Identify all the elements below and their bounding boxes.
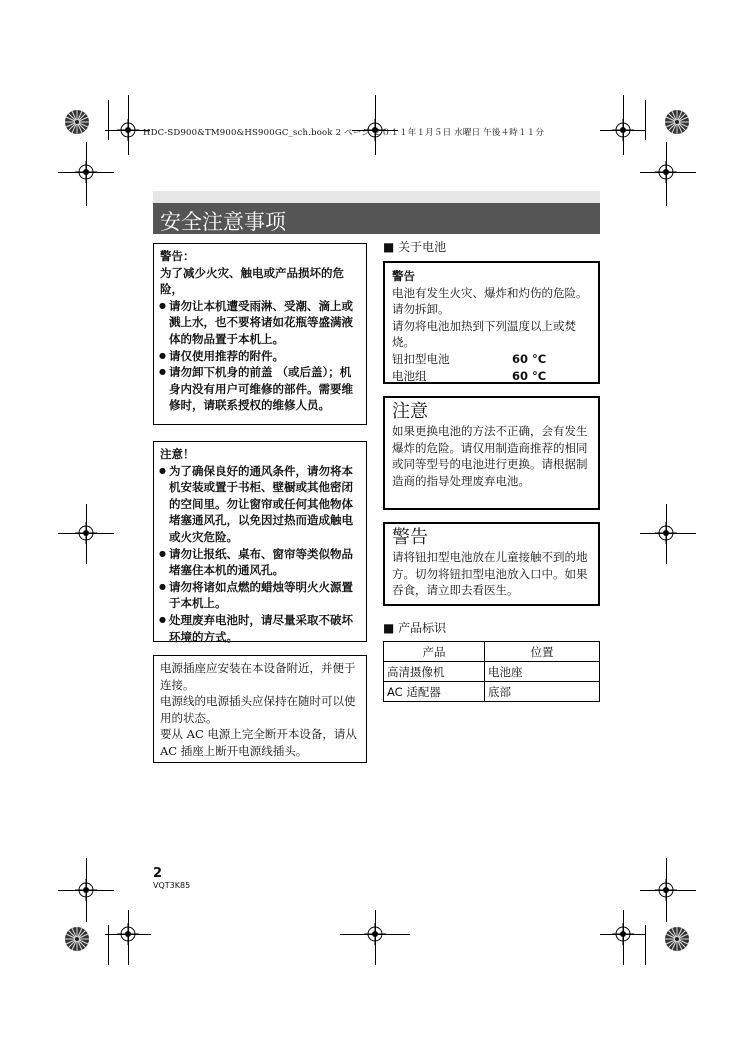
title-band (153, 203, 600, 234)
page-number: 2 (153, 866, 163, 881)
registration-mark-icon (117, 923, 139, 945)
table-cell: AC 适配器 (384, 682, 485, 702)
product-id-table (383, 641, 600, 702)
caution-box (153, 441, 367, 642)
table-row (384, 662, 600, 682)
registration-mark-icon (75, 879, 97, 901)
registration-mark-icon (364, 923, 386, 945)
temp-row (392, 351, 591, 368)
warning-item: ● 请勿卸下机身的前盖 （或后盖）；机身内没有用户可维修的部件。需要维修时，请联系授权的维修人员。 (160, 364, 360, 414)
registration-mark-icon (117, 119, 139, 141)
print-file-header: HDC-SD900&TM900&HS900GC_sch.book 2 ページ ２０１１年１月５日 水曜日 午後４時１１分 (143, 128, 545, 138)
table-cell: 电池座 (485, 662, 600, 682)
temp-label: 电池组 (392, 368, 427, 383)
color-calibration-sunburst-icon (64, 926, 90, 952)
caution-item: ● 请勿让报纸、桌布、窗帘等类似物品堵塞住本机的通风孔。 (160, 546, 360, 579)
registration-mark-icon (612, 923, 634, 945)
battery-warning-heading: 警告 (392, 269, 415, 283)
power-note: 要从 AC 电源上完全断开本设备，请从 AC 插座上断开电源线插头。 (160, 727, 357, 758)
battery-caution-box (383, 396, 600, 510)
warning-item: ● 请仅使用推荐的附件。 (160, 348, 360, 365)
document-code: VQT3K85 (153, 881, 191, 890)
battery-warning-text: 电池有发生火灾、爆炸和灼伤的危险。请勿拆卸。 (392, 285, 588, 317)
color-calibration-sunburst-icon (664, 926, 690, 952)
temp-label: 钮扣型电池 (392, 351, 450, 366)
warning-item: ● 请勿让本机遭受雨淋、受潮、滴上或溅上水，也不要将诸如花瓶等盛满液体的物品置于本机上。 (160, 298, 360, 348)
warning-heading: 警告： (160, 249, 195, 263)
temp-value: 60 °C (512, 368, 547, 383)
title-band-accent (153, 191, 600, 203)
color-calibration-sunburst-icon (64, 109, 90, 135)
temp-value: 60 °C (512, 351, 547, 366)
registration-mark-icon (655, 522, 677, 544)
table-cell: 底部 (485, 682, 600, 702)
page-title: 安全注意事项 (160, 210, 286, 234)
registration-mark-icon (75, 522, 97, 544)
registration-mark-icon (75, 161, 97, 183)
caution-item: ● 处理废弃电池时，请尽量采取不破坏环境的方式。 (160, 612, 360, 645)
table-header-row (384, 642, 600, 662)
battery-caution-heading: 注意 (392, 401, 428, 422)
power-note: 电源插座应安装在本设备附近，并便于连接。 (160, 661, 356, 692)
registration-mark-icon (612, 119, 634, 141)
battery-section-heading: ■ 关于电池 (383, 240, 447, 254)
temp-row (392, 368, 591, 385)
power-box (153, 655, 367, 763)
table-row (384, 682, 600, 702)
caution-heading: 注意！ (160, 447, 195, 461)
coin-battery-warning-heading: 警告 (392, 527, 428, 548)
warning-box (153, 243, 367, 425)
table-cell: 高清摄像机 (384, 662, 485, 682)
column-header: 位置 (485, 642, 600, 662)
battery-caution-text: 如果更换电池的方法不正确，会有发生爆炸的危险。请仅用制造商推荐的相同或同等型号的电池进行更换。请根据制造商的指导处理废弃电池。 (392, 424, 588, 488)
color-calibration-sunburst-icon (664, 109, 690, 135)
product-id-heading: ■ 产品标识 (383, 621, 447, 635)
caution-item: ● 为了确保良好的通风条件，请勿将本机安装或置于书柜、壁橱或其他密闭的空间里。勿让窗帘或任何其他物体堵塞通风孔，以免因过热而造成触电或火灾危险。 (160, 463, 360, 546)
coin-battery-warning-box (383, 522, 600, 606)
registration-mark-icon (655, 161, 677, 183)
column-header: 产品 (384, 642, 485, 662)
caution-item: ● 请勿将诸如点燃的蜡烛等明火火源置于本机上。 (160, 579, 360, 612)
battery-warning-text: 请勿将电池加热到下列温度以上或焚烧。 (392, 318, 576, 350)
registration-mark-icon (655, 879, 677, 901)
power-note: 电源线的电源插头应保持在随时可以使用的状态。 (160, 694, 356, 725)
coin-battery-warning-text: 请将钮扣型电池放在儿童接触不到的地方。切勿将钮扣型电池放入口中。如果吞食，请立即去看医生。 (392, 550, 588, 598)
warning-intro: 为了减少火灾、触电或产品损坏的危险， (160, 265, 344, 297)
battery-warning-box (383, 261, 600, 384)
